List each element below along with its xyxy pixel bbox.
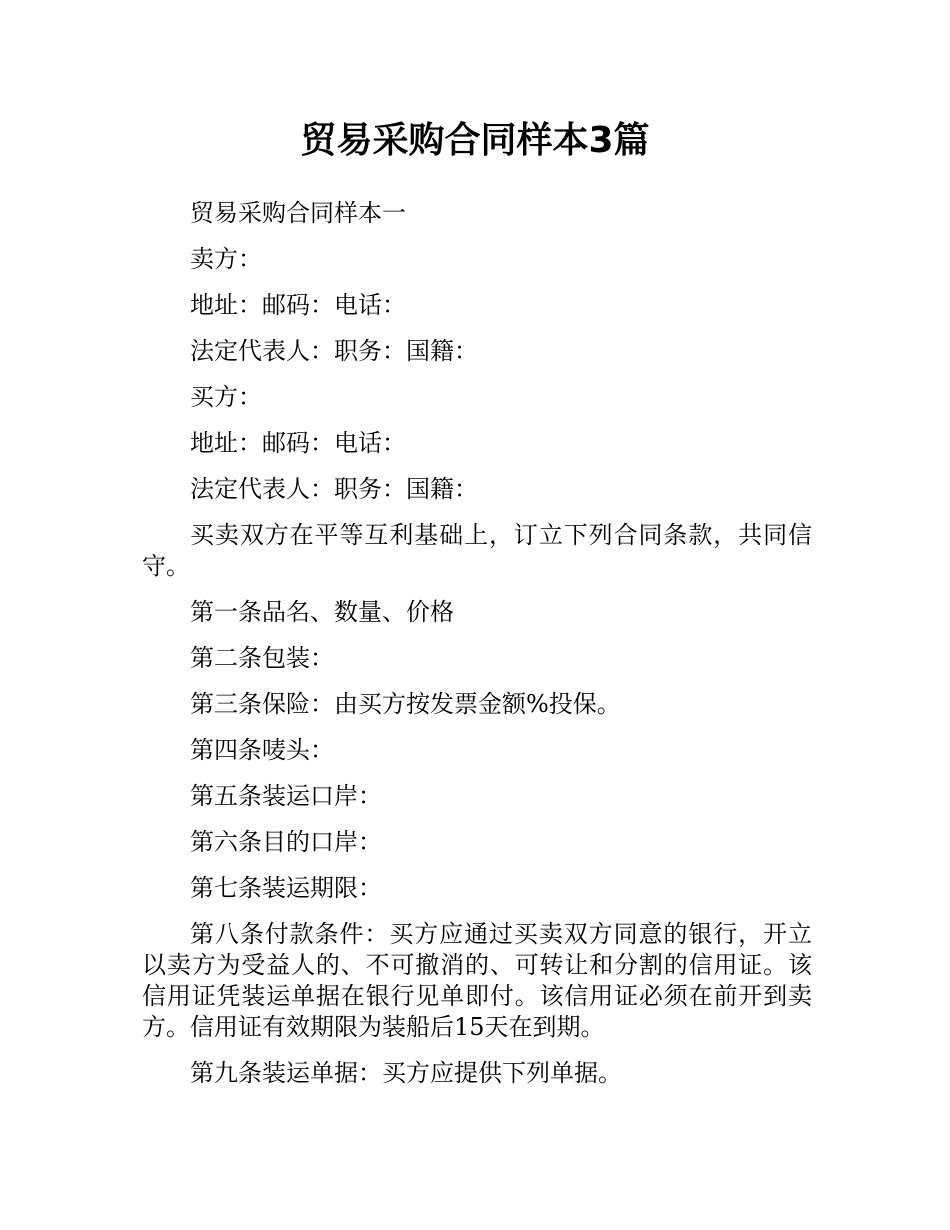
- paragraph-article-4: 第四条唛头：: [190, 736, 334, 764]
- paragraph-sample-heading: 贸易采购合同样本一: [190, 199, 406, 227]
- paragraph-article-6: 第六条目的口岸：: [190, 828, 382, 856]
- paragraph-article-8: 第八条付款条件：买方应通过买卖双方同意的银行，开立以卖方为受益人的、不可撤消的、可转让和分割的信用证。该信用证凭装运单据在银行见单即付。该信用证必须在前开到卖方。信用证有效期限为装船后15天在到期。: [142, 920, 812, 1041]
- paragraph-article-7: 第七条装运期限：: [190, 874, 382, 902]
- paragraph-article-3: 第三条保险：由买方按发票金额%投保。: [190, 690, 621, 718]
- paragraph-buyer-address: 地址：邮码：电话：: [190, 429, 406, 457]
- paragraph-seller-address: 地址：邮码：电话：: [190, 291, 406, 319]
- paragraph-seller-representative: 法定代表人：职务：国籍：: [190, 337, 478, 365]
- paragraph-article-1: 第一条品名、数量、价格: [190, 598, 454, 626]
- paragraph-article-5: 第五条装运口岸：: [190, 782, 382, 810]
- document-body: [142, 198, 812, 1104]
- paragraph-preamble: 买卖双方在平等互利基础上，订立下列合同条款，共同信守。: [142, 521, 812, 580]
- paragraph-article-2: 第二条包装：: [190, 644, 334, 672]
- paragraph-buyer: 买方：: [190, 383, 262, 411]
- document-title: 贸易采购合同样本3篇: [300, 120, 650, 161]
- paragraph-article-9: 第九条装运单据：买方应提供下列单据。: [190, 1059, 622, 1087]
- paragraph-seller: 卖方：: [190, 245, 262, 273]
- paragraph-buyer-representative: 法定代表人：职务：国籍：: [190, 475, 478, 503]
